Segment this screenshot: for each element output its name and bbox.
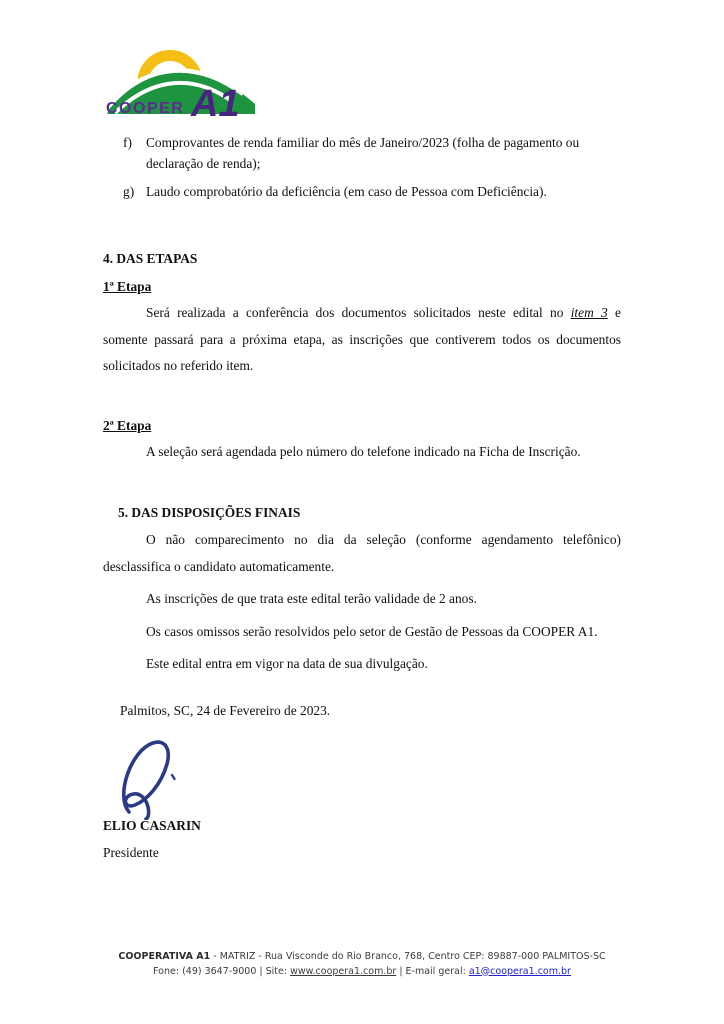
logo-cooper-text: COOPER: [106, 100, 185, 117]
footer-site-link[interactable]: www.coopera1.com.br: [290, 965, 397, 977]
logo-a1-text: A1: [191, 83, 240, 118]
footer-phone-text: Fone: (49) 3647-9000 | Site:: [153, 965, 291, 977]
cooper-a1-logo: [105, 38, 265, 123]
section-heading-disposicoes-finais: 5. DAS DISPOSIÇÕES FINAIS: [118, 505, 301, 520]
paragraph-validity: As inscrições de que trata este edital terão validade de 2 anos.: [146, 591, 477, 606]
subheading-etapa-2: 2ª Etapa: [103, 417, 152, 433]
paragraph-no-show: O não comparecimento no dia da seleção (conforme agendamento telefônico) desclassifica o candidato automaticamente.: [103, 532, 621, 574]
section-heading-etapas: 4. DAS ETAPAS: [103, 251, 198, 266]
paragraph-effective-date: Este edital entra em vigor na data de sua divulgação.: [146, 656, 428, 671]
signer-name: ELIO CASARIN: [103, 817, 201, 833]
etapa1-item-3-reference: item 3: [570, 305, 608, 320]
date-place-line: Palmitos, SC, 24 de Fevereiro de 2023.: [120, 702, 331, 718]
footer-email-label: | E-mail geral:: [396, 965, 469, 977]
list-marker-f: f): [123, 135, 132, 150]
list-item-f-text: Comprovantes de renda familiar do mês de Janeiro/2023 (folha de pagamento ou declaração de renda);: [146, 135, 580, 171]
list-item-g-text: Laudo comprobatório da deficiência (em caso de Pessoa com Deficiência).: [146, 184, 547, 199]
subheading-etapa-1: 1ª Etapa: [103, 279, 152, 294]
footer-contact-line: [0, 965, 724, 980]
list-marker-g: g): [123, 184, 135, 199]
signer-title: Presidente: [103, 844, 159, 860]
signature: [109, 738, 621, 820]
footer-email-link[interactable]: a1@coopera1.com.br: [468, 965, 571, 977]
paragraph-etapa-2: A seleção será agendada pelo número do telefone indicado na Ficha de Inscrição.: [146, 443, 581, 459]
list-item-g: [103, 181, 621, 202]
paragraph-etapa-1: [103, 300, 621, 380]
footer-company-name: COOPERATIVA A1: [118, 951, 211, 962]
footer-address-line: [0, 950, 724, 965]
document-requirements-list: [103, 132, 621, 202]
cooper-a1-logo-icon: [105, 38, 265, 118]
footer-address-text: - MATRIZ - Rua Visconde do Rio Branco, 768, Centro CEP: 89887-000 PALMITOS-SC: [210, 951, 606, 962]
document-content: [103, 0, 621, 861]
list-item-f: [103, 132, 621, 174]
etapa1-text-after: e somente passará para a próxima etapa, as inscrições que contiverem todos os documentos solicitados no referido item.: [103, 305, 621, 373]
etapa1-text-before: Será realizada a conferência dos documentos solicitados neste edital no: [146, 305, 571, 320]
paragraph-omitted-cases: Os casos omissos serão resolvidos pelo setor de Gestão de Pessoas da COOPER A1.: [146, 623, 598, 639]
signature-icon: [109, 738, 187, 820]
page-footer: [0, 950, 724, 979]
